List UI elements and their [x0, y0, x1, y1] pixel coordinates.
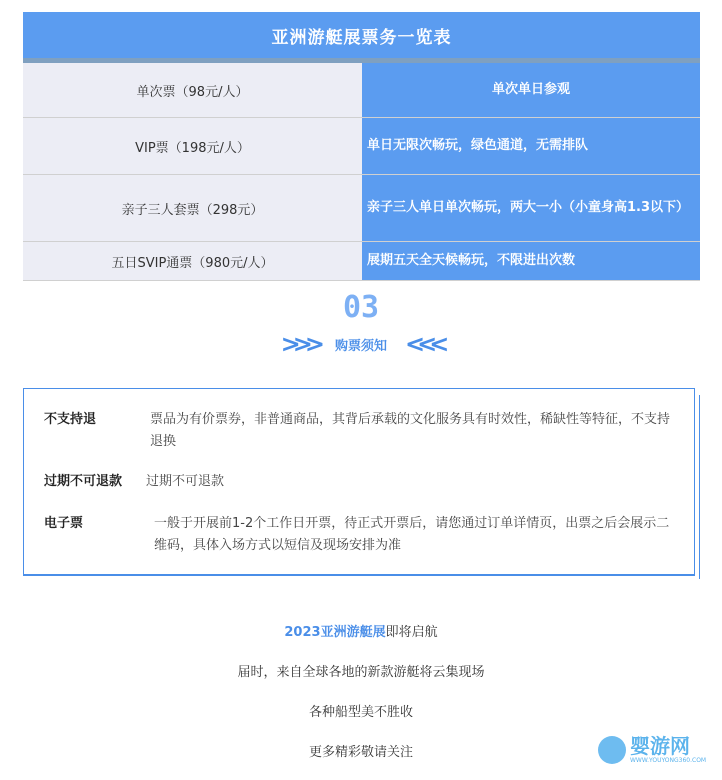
ticket-name: 单次票（98元/人）: [23, 63, 362, 117]
footer-line: 届时，来自全球各地的新款游艇将云集现场: [237, 665, 485, 680]
notice-item: [44, 471, 224, 493]
logo-name: 婴游网: [630, 734, 690, 758]
ticket-name: VIP票（198元/人）: [23, 118, 362, 174]
chevrons-left-icon: <<<: [405, 330, 442, 358]
ticket-desc: 亲子三人单日单次畅玩，两大一小（小童身高1.3以下）: [362, 175, 700, 241]
table-title: 亚洲游艇展票务一览表: [23, 12, 700, 58]
footer-text: 即将启航: [385, 625, 438, 640]
logo-icon: [598, 736, 626, 764]
ticket-desc: 单次单日参观: [362, 63, 700, 117]
chevrons-right-icon: >>>: [280, 330, 317, 358]
section-title: 购票须知: [334, 338, 387, 354]
notice-label: 不支持退: [44, 412, 97, 427]
section-number: 03: [342, 290, 380, 325]
ticket-desc: 单日无限次畅玩，绿色通道，无需排队: [362, 118, 700, 174]
notice-text: 过期不可退款: [146, 474, 225, 489]
notice-item: [44, 409, 674, 453]
footer-highlight: 2023亚洲游艇展: [284, 625, 386, 640]
footer-line: 更多精彩敬请关注: [308, 745, 413, 760]
section-header: [0, 330, 722, 358]
watermark-logo: [598, 735, 706, 764]
table-row: [23, 63, 700, 118]
logo-url: WWW.YOUYONG360.COM: [630, 757, 707, 764]
ticket-name: 亲子三人套票（298元）: [23, 175, 362, 241]
notice-item: [44, 513, 674, 557]
ticket-name: 五日SVIP通票（980元/人）: [23, 242, 362, 280]
footer-line: [0, 621, 722, 640]
notice-text: 一般于开展前1-2个工作日开票，待正式开票后，请您通过订单详情页，出票之后会展示二维码，具体入场方式以短信及现场安排为准: [154, 516, 670, 553]
table-row: [23, 118, 700, 175]
table-row: [23, 242, 700, 281]
ticket-desc: 展期五天全天候畅玩，不限进出次数: [362, 242, 700, 280]
table-row: [23, 175, 700, 242]
footer-line: 各种船型美不胜收: [308, 705, 413, 720]
notice-text: 票品为有价票券，非普通商品，其背后承载的文化服务具有时效性，稀缺性等特征，不支持退换: [150, 412, 671, 449]
notice-label: 过期不可退款: [44, 474, 123, 489]
notice-label: 电子票: [44, 516, 84, 531]
notice-box: [23, 388, 695, 576]
ticket-table: [23, 12, 700, 281]
